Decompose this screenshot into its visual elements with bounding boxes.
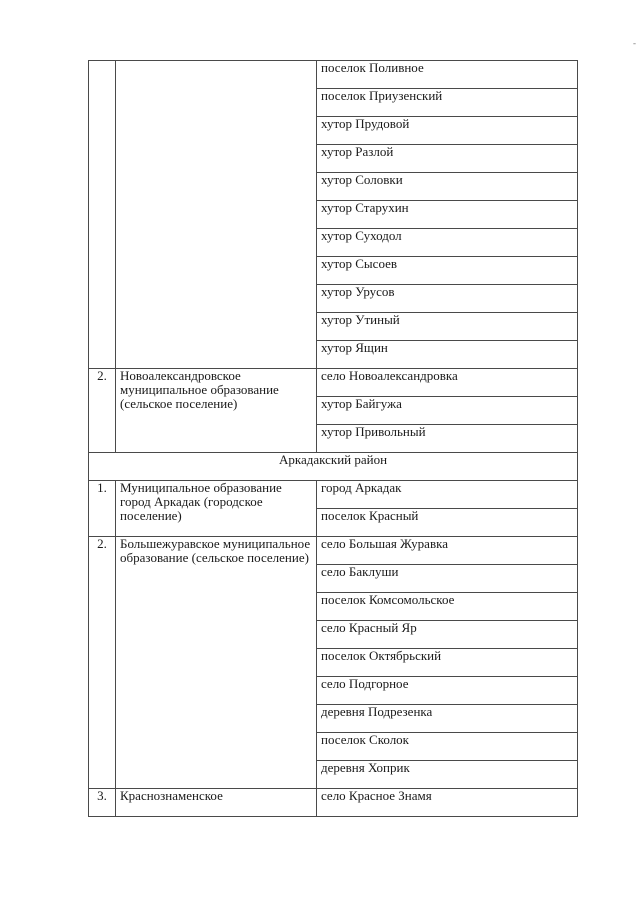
settlement-name: село Красный Яр	[317, 621, 578, 649]
table-row	[89, 369, 578, 397]
corner-mark: -	[633, 38, 636, 48]
settlement-name: хутор Привольный	[317, 425, 578, 453]
settlement-name: хутор Старухин	[317, 201, 578, 229]
settlement-name: деревня Хоприк	[317, 761, 578, 789]
table-row	[89, 61, 578, 89]
table-row	[89, 481, 578, 509]
settlement-name: хутор Суходол	[317, 229, 578, 257]
settlement-name: хутор Ящин	[317, 341, 578, 369]
municipality-name: Новоалександровское муниципальное образование (сельское поселение)	[116, 369, 317, 453]
settlement-name: село Баклуши	[317, 565, 578, 593]
settlement-name: хутор Урусов	[317, 285, 578, 313]
row-number: 2.	[89, 537, 116, 789]
settlement-name: деревня Подрезенка	[317, 705, 578, 733]
settlement-name: село Новоалександровка	[317, 369, 578, 397]
settlement-name: хутор Соловки	[317, 173, 578, 201]
municipality-name	[116, 61, 317, 369]
row-number: 1.	[89, 481, 116, 537]
settlement-name: поселок Октябрьский	[317, 649, 578, 677]
row-number	[89, 61, 116, 369]
row-number: 2.	[89, 369, 116, 453]
settlement-name: село Красное Знамя	[317, 789, 578, 817]
settlement-name: поселок Красный	[317, 509, 578, 537]
region-title: Аркадакский район	[89, 453, 578, 481]
settlement-name: город Аркадак	[317, 481, 578, 509]
settlement-name: село Подгорное	[317, 677, 578, 705]
settlements-table	[88, 60, 578, 817]
settlement-name: хутор Байгужа	[317, 397, 578, 425]
municipality-name: Муниципальное образование город Аркадак (городское поселение)	[116, 481, 317, 537]
settlement-name: село Большая Журавка	[317, 537, 578, 565]
settlement-name: поселок Сколок	[317, 733, 578, 761]
settlement-name: хутор Прудовой	[317, 117, 578, 145]
row-number: 3.	[89, 789, 116, 817]
settlement-name: поселок Приузенский	[317, 89, 578, 117]
table-row	[89, 789, 578, 817]
settlement-name: хутор Сысоев	[317, 257, 578, 285]
settlement-name: хутор Разлой	[317, 145, 578, 173]
settlement-name: хутор Утиный	[317, 313, 578, 341]
settlement-name: поселок Поливное	[317, 61, 578, 89]
settlement-name: поселок Комсомольское	[317, 593, 578, 621]
municipality-name: Большежуравское муниципальное образование (сельское поселение)	[116, 537, 317, 789]
region-row	[89, 453, 578, 481]
table-row	[89, 537, 578, 565]
municipality-name: Краснознаменское	[116, 789, 317, 817]
table-body	[89, 61, 578, 817]
